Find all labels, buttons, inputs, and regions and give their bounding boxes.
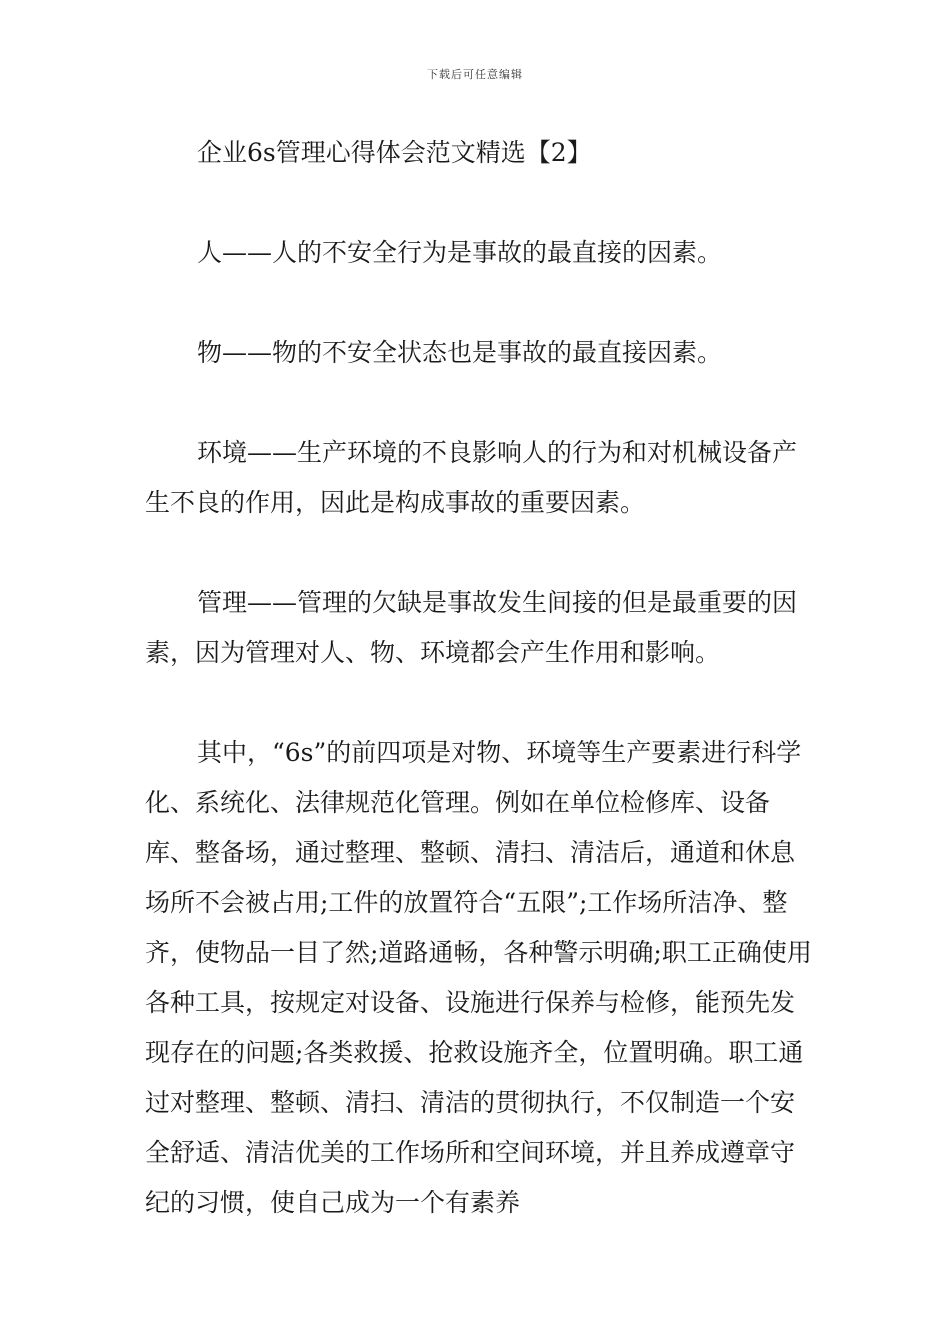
paragraph-objects: 物——物的不安全状态也是事故的最直接因素。 (197, 338, 723, 367)
paragraph-6s-details: 其中，“6s”的前四项是对物、环境等生产要素进行科学化、系统化、法律规范化管理。例如在单位检修库、设备库、整备场，通过整理、整顿、清扫、清洁后，通道和休息场所不会被占用;工件的放置符合“五限”;工作场所洁净、整齐，使物品一目了然;道路通畅，各种警示明确;职工正确使用各种工具，按规定对设备、设施进行保养与检修，能预先发现存在的问题;各类救援、抢救设施齐全，位置明确。职工通过对整理、整顿、清扫、清洁的贯彻执行，不仅制造一个安全舒适、清洁优美的工作场所和空间环境，并且养成遵章守纪的习惯，使自己成为一个有素养 (145, 738, 812, 1217)
paragraph-management: 管理——管理的欠缺是事故发生间接的但是最重要的因素，因为管理对人、物、环境都会产生作用和影响。 (145, 588, 798, 667)
document-body (145, 128, 815, 1228)
document-title: 企业6s管理心得体会范文精选【2】 (197, 138, 592, 167)
paragraph-environment: 环境——生产环境的不良影响人的行为和对机械设备产生不良的作用，因此是构成事故的重要因素。 (145, 438, 798, 517)
header-note: 下载后可任意编辑 (427, 68, 523, 81)
paragraph-people: 人——人的不安全行为是事故的最直接的因素。 (197, 238, 723, 267)
